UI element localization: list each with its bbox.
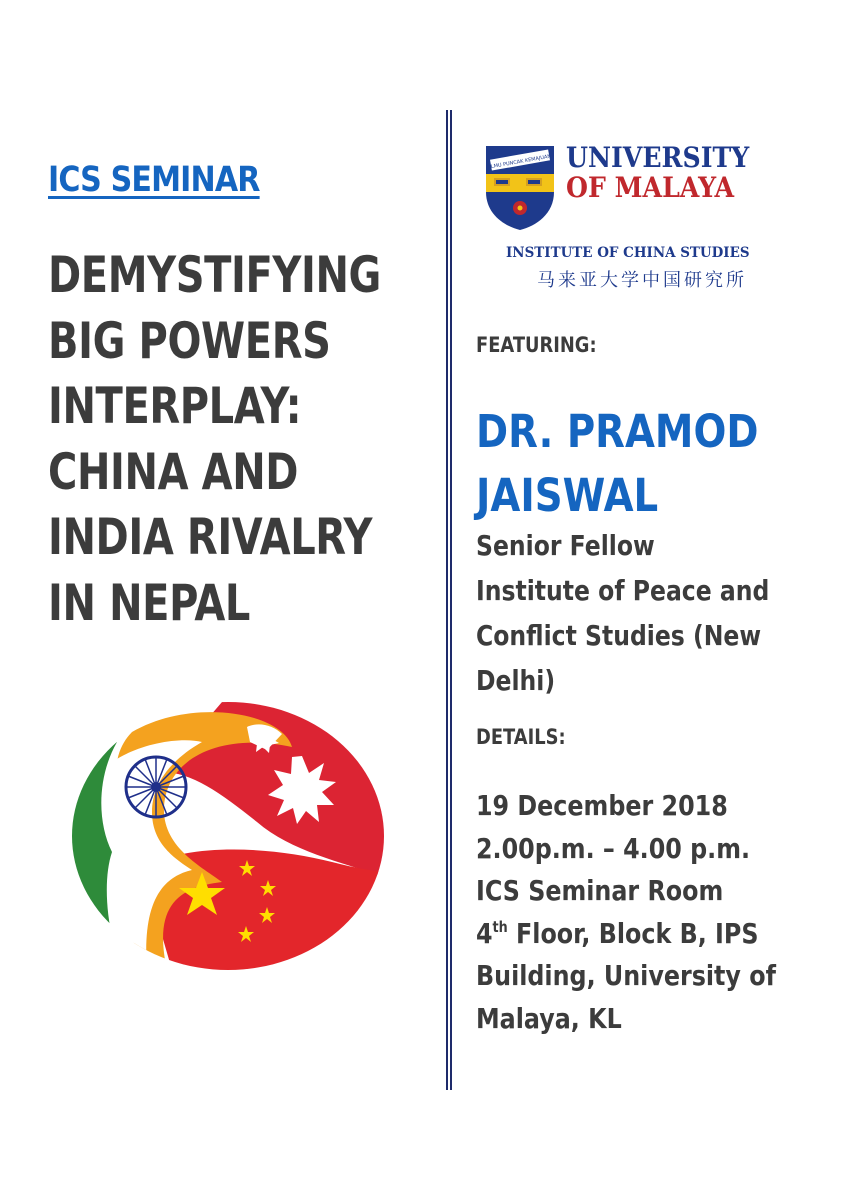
institute-name: INSTITUTE OF CHINA STUDIES [506, 245, 750, 261]
event-details [476, 785, 816, 1040]
university-name-line2: OF MALAYA [566, 171, 735, 204]
floor-rest: Floor, Block B, IPS [507, 916, 759, 950]
event-floor [476, 913, 816, 956]
crest-banner-text: ILMU PUNCAK KEMAJUAN [489, 153, 552, 171]
speaker-name: DR. PRAMOD JAISWAL [476, 405, 759, 522]
seminar-label: ICS SEMINAR [48, 160, 260, 200]
seminar-title: DEMYSTIFYING BIG POWERS INTERPLAY: CHINA AND INDIA RIVALRY IN NEPAL [48, 246, 381, 632]
event-time: 2.00p.m. – 4.00 p.m. [476, 831, 751, 865]
column-divider [446, 110, 452, 1090]
institute-name-chinese: 马来亚大学中国研究所 [537, 270, 747, 291]
event-date: 19 December 2018 [476, 789, 728, 822]
university-name [566, 143, 749, 203]
floor-suffix: th [492, 917, 508, 936]
speaker-role: Senior Fellow Institute of Peace and Conflict Studies (New Delhi) [476, 529, 770, 697]
details-label: DETAILS: [476, 725, 566, 749]
ashoka-chakra-icon [126, 757, 186, 817]
floor-number: 4 [476, 916, 493, 950]
event-venue: ICS Seminar Room [476, 874, 724, 907]
event-building: Building, University of [476, 959, 776, 992]
featuring-label: FEATURING: [476, 333, 597, 357]
india-nepal-china-flag-emblem [72, 702, 384, 970]
university-crest-icon [484, 144, 556, 232]
event-location: Malaya, KL [476, 1001, 622, 1035]
university-name-line1: UNIVERSITY [566, 141, 750, 174]
